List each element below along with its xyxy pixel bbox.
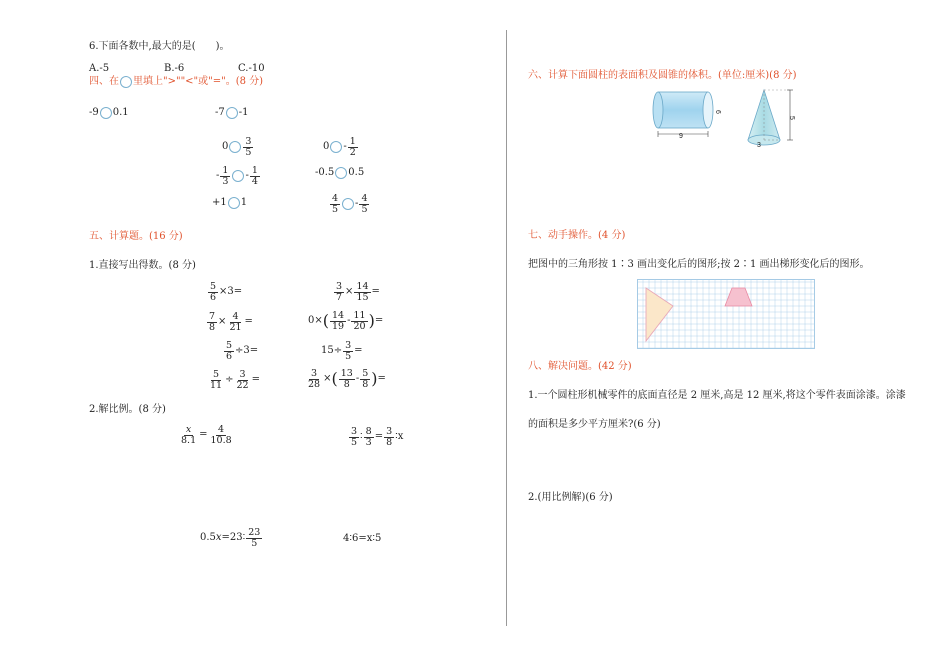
fraction: $\frac{4}{21}$ (229, 311, 242, 333)
section-7-description: 把图中的三角形按 1∶3 画出变化后的图形;按 2∶1 画出梯形变化后的图形。 (528, 259, 870, 270)
calc-item-1 (207, 282, 242, 303)
equals: = (354, 345, 363, 357)
ratio-colon: ∶ (360, 431, 363, 443)
equals: = (371, 286, 380, 298)
section-8-q1-line2: 的面积是多少平方厘米?(6 分) (528, 419, 661, 430)
compare-7-left: +1 (212, 197, 227, 208)
calc-item-4 (308, 311, 383, 332)
fraction: $\frac{14}{15}$ (356, 281, 369, 303)
answer-circle[interactable] (100, 107, 112, 119)
proportion-item-3 (200, 528, 263, 549)
answer-circle[interactable] (330, 141, 342, 153)
fraction: $\frac{5}{11}$ (210, 369, 223, 391)
equals: = (374, 431, 384, 443)
fraction: 14 19 (332, 310, 345, 332)
compare-item-7 (212, 197, 247, 209)
fraction: 1 4 (251, 165, 258, 187)
right-paren: ) (371, 369, 378, 389)
compare-item-3 (222, 137, 254, 158)
compare-2-left: -7 (215, 107, 225, 118)
calc-prefix: 0× (308, 315, 323, 327)
fraction: 23 5 (248, 527, 261, 549)
section-5-q2-title: 2.解比例。(8 分) (89, 404, 166, 415)
compare-item-6 (315, 167, 364, 179)
answer-circle[interactable] (228, 197, 240, 209)
right-paren: ) (368, 311, 375, 331)
calc-prefix: 15÷ (321, 345, 343, 357)
fraction: $\frac{x}{8.1}$ (181, 424, 197, 446)
fraction: 11 20 (353, 310, 366, 332)
equals: = (374, 315, 384, 327)
fraction: 13 8 (340, 368, 353, 390)
operator: - (347, 315, 351, 327)
section-4-title-post: 里填上">""<"或"="。(8 分) (133, 76, 264, 87)
answer-circle[interactable] (229, 141, 241, 153)
fraction: $\frac{3}{5}$ (345, 340, 352, 362)
cone-height-label: 5 (788, 116, 795, 120)
drawing-grid[interactable] (637, 279, 815, 349)
compare-item-4 (323, 137, 359, 158)
compare-7-right: 1 (240, 197, 248, 208)
answer-circle[interactable] (226, 107, 238, 119)
calc-item-7 (207, 370, 260, 391)
cone-diagram (742, 86, 802, 150)
q6-question: 6.下面各数中,最大的是( )。 (89, 41, 230, 52)
fraction: 4 5 (361, 193, 368, 215)
proportion-item-1 (178, 425, 235, 446)
section-5-title: 五、计算题。(16 分) (89, 231, 183, 242)
compare-1-right: 0.1 (112, 107, 129, 118)
section-8-q2: 2.(用比例解)(6 分) (528, 492, 613, 503)
q6-option-c: C.-10 (238, 63, 265, 74)
answer-circle[interactable] (335, 167, 347, 179)
operator: × (218, 316, 227, 328)
compare-6-left: -0.5 (315, 167, 335, 178)
fraction: $\frac{3}{8}$ (386, 426, 393, 448)
compare-item-5 (216, 166, 261, 187)
compare-item-8 (329, 194, 370, 215)
fraction: 1 2 (349, 136, 356, 158)
compare-item-1 (89, 107, 129, 119)
fraction: 4 5 (332, 193, 339, 215)
cylinder-height-label: 6 (714, 110, 721, 114)
operator: ÷ (225, 374, 234, 386)
fraction: 3 5 (245, 136, 252, 158)
compare-circle-icon (120, 76, 132, 88)
equals: = (244, 316, 253, 328)
ratio-tail: ∶x (395, 431, 404, 443)
operator: - (355, 373, 360, 385)
calc-item-2 (333, 282, 380, 303)
q6-option-a: A.-5 (89, 63, 110, 74)
section-5-q1-title: 1.直接写出得数。(8 分) (89, 260, 196, 271)
compare-6-right: 0.5 (348, 167, 365, 178)
calc-text: ×3= (219, 286, 243, 298)
column-divider (506, 30, 507, 626)
section-8-title: 八、解决问题。(42 分) (528, 361, 632, 372)
fraction: 1 3 (222, 165, 229, 187)
fraction: $\frac{8}{3}$ (365, 426, 372, 448)
proportion-3-text: 0.5x=23∶ (200, 532, 246, 544)
q6-option-b: B.-6 (164, 63, 185, 74)
calc-text: ÷3= (235, 345, 259, 357)
answer-circle[interactable] (342, 198, 354, 210)
sign: - (355, 198, 359, 210)
compare-3-left: 0 (222, 141, 229, 153)
fraction: 5 8 (362, 368, 369, 390)
calc-item-5 (223, 341, 258, 362)
fraction: $\frac{7}{8}$ (209, 311, 216, 333)
compare-1-left: -9 (89, 107, 99, 118)
left-paren: ( (322, 311, 329, 331)
compare-2-right: -1 (238, 107, 249, 118)
equals: = (199, 429, 208, 441)
section-7-title: 七、动手操作。(4 分) (528, 230, 626, 241)
compare-4-left: 0 (323, 141, 330, 153)
proportion-item-2 (348, 427, 403, 448)
section-8-q1-line1: 1.一个圆柱形机械零件的底面直径是 2 厘米,高是 12 厘米,将这个零件表面涂漆。涂漆 (528, 390, 906, 401)
sign: - (245, 170, 249, 182)
cone-radius-label: 3 (757, 142, 761, 149)
calc-item-3 (206, 312, 253, 333)
fraction: $\frac{5}{6}$ (210, 281, 217, 303)
section-4-title-pre: 四、在 (89, 76, 119, 87)
sign: - (343, 141, 347, 153)
cylinder-width-label: 9 (679, 133, 683, 140)
calc-item-6 (321, 341, 363, 362)
fraction: $\frac{5}{6}$ (226, 340, 233, 362)
fraction: $\frac{3}{28}$ (308, 368, 321, 390)
equals: = (251, 374, 260, 386)
fraction: 3 5 (351, 426, 358, 448)
equals: = (377, 373, 386, 385)
fraction: $\frac{4}{10.8}$ (210, 424, 232, 446)
compare-item-2 (215, 107, 249, 119)
calc-item-8 (305, 369, 386, 390)
operator: × (345, 286, 354, 298)
section-4-title (89, 76, 263, 88)
operator: × (323, 373, 332, 385)
answer-circle[interactable] (232, 170, 244, 182)
proportion-item-4: 4∶6=x∶5 (343, 533, 382, 544)
section-6-title: 六、计算下面圆柱的表面积及圆锥的体积。(单位:厘米)(8 分) (528, 70, 797, 81)
cylinder-diagram (648, 86, 726, 142)
fraction: $\frac{3}{22}$ (236, 369, 249, 391)
left-paren: ( (331, 369, 338, 389)
sign: - (216, 170, 220, 182)
fraction: $\frac{3}{7}$ (336, 281, 343, 303)
